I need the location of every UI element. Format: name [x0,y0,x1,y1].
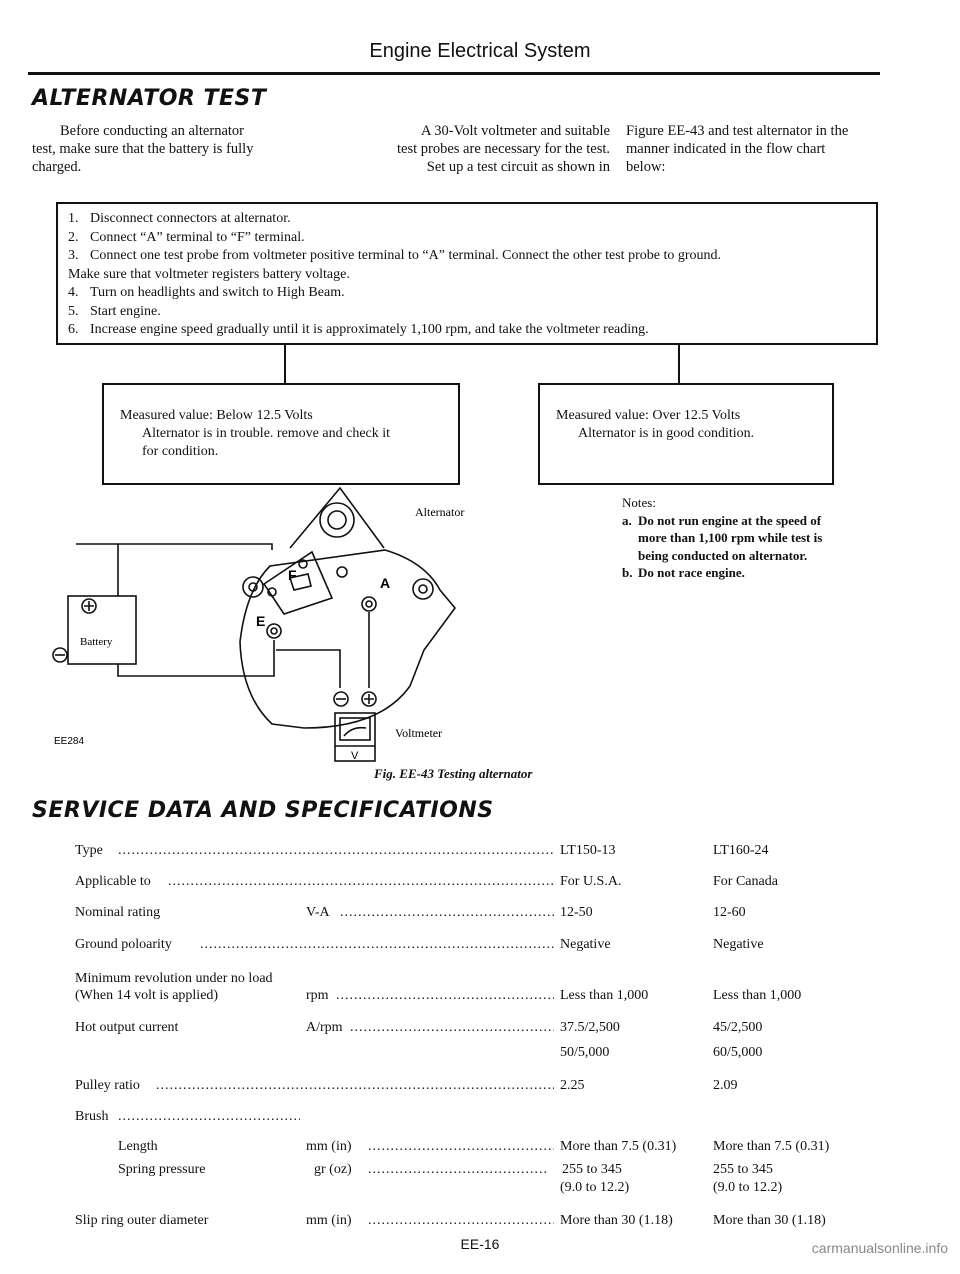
intro-column-2 [328,122,610,176]
spec-sublabel: Length [118,1139,158,1154]
spec-value-lt160: (9.0 to 12.2) [713,1180,783,1195]
spec-unit: A/rpm [306,1020,343,1035]
wire-ground-to-voltmeter [276,650,340,688]
alternator-left-ear [243,577,263,597]
spec-value-lt160: Negative [713,937,764,952]
header-rule [28,72,880,75]
battery-label: Battery [80,636,113,648]
result-below-box [102,383,460,485]
figure-caption: Fig. EE-43 Testing alternator [374,766,533,781]
result-below-line: Alternator is in trouble. remove and check it [142,426,391,441]
spec-value-lt160: For Canada [713,874,778,889]
service-data-heading: SERVICE DATA AND SPECIFICATIONS [32,798,494,823]
spec-unit: gr (oz) [314,1162,352,1177]
alternator-right-ear [413,579,433,599]
voltmeter-needle [344,728,366,736]
notes [622,494,892,582]
spec-leader [350,1019,554,1036]
e-terminal-outer [267,624,281,638]
spec-unit: rpm [306,988,329,1003]
spec-value-lt150: Less than 1,000 [560,988,649,1003]
test-step: 6. Increase engine speed gradually until it is approximately 1,100 rpm, and take the voltmeter reading. [68,322,649,337]
battery [68,596,136,664]
battery-positive-plus [84,601,94,611]
result-below-line: for condition. [142,444,219,459]
result-below-line: Measured value: Below 12.5 Volts [120,408,313,423]
spec-value-lt160: Less than 1,000 [713,988,802,1003]
spec-value-lt150: More than 7.5 (0.31) [560,1139,677,1154]
spec-value-lt150: More than 30 (1.18) [560,1213,673,1228]
voltmeter-unit-label: V [351,750,359,762]
alternator-label: Alternator [415,505,465,519]
spec-label: Applicable to [75,874,151,889]
alternator-mount-hole-outer [320,503,354,537]
spec-leader [368,1138,554,1155]
spec-value-lt160: More than 7.5 (0.31) [713,1139,830,1154]
intro-text: Before conducting an alternator [60,123,244,139]
spec-value-lt150: LT150-13 [560,843,616,858]
result-over-line: Measured value: Over 12.5 Volts [556,408,741,423]
wire-battery-ground [118,640,274,676]
intro-text: Set up a test circuit as shown in [426,159,610,175]
spec-label: Hot output current [75,1020,179,1035]
spec-leader [168,873,554,890]
test-step: 1. Disconnect connectors at alternator. [68,211,291,226]
note-item: a. Do not run engine at the speed of more than 1,100 rpm while test is being conducted on alternator. [622,512,823,563]
page-header-title: Engine Electrical System [369,40,591,62]
connector-pin-right [337,567,347,577]
spec-label: Nominal rating [75,905,161,920]
intro-column-1 [32,122,322,176]
test-step: 3. Connect one test probe from voltmeter positive terminal to “A” terminal. Connect the other test probe to ground. [68,248,721,263]
alternator-connector-block [264,552,332,614]
spec-label: Slip ring outer diameter [75,1213,209,1228]
a-terminal-outer [362,597,376,611]
spec-unit: V-A [306,905,330,920]
spec-label: Brush [75,1109,109,1124]
spec-leader [336,987,554,1004]
spec-leader [368,1212,554,1229]
spec-leader [118,1108,300,1125]
spec-sublabel: Spring pressure [118,1162,206,1177]
notes-title: Notes: [622,495,656,510]
spec-leader [368,1161,548,1178]
alternator-right-ear-hole [419,585,427,593]
alternator-mount-tab [290,488,384,548]
flow-connector-right [678,345,680,383]
result-over-line: Alternator is in good condition. [578,426,755,441]
spec-unit: mm (in) [306,1213,352,1228]
terminal-a-label: A [380,575,391,591]
intro-text: A 30-Volt voltmeter and suitable [420,123,610,139]
page-number: EE-16 [460,1236,500,1252]
result-over-box [538,383,834,485]
spec-value-lt150: 37.5/2,500 [560,1020,620,1035]
spec-value-lt150: 50/5,000 [560,1045,610,1060]
alternator-test-heading: ALTERNATOR TEST [32,86,267,111]
spec-value-lt150: 2.25 [560,1078,585,1093]
voltmeter-label: Voltmeter [395,726,443,740]
intro-text: Figure EE-43 and test alternator in the [626,123,849,139]
intro-text: test probes are necessary for the test. [397,141,610,157]
test-step: Make sure that voltmeter registers battery voltage. [68,266,350,282]
spec-value-lt160: 45/2,500 [713,1020,763,1035]
spec-label: Type [75,843,103,858]
spec-label: Minimum revolution under no load [75,971,273,986]
terminal-f-label: F [288,567,297,583]
intro-text: charged. [32,159,82,175]
test-steps-box [56,202,878,345]
voltmeter-positive-plus [364,694,374,704]
spec-unit: mm (in) [306,1139,352,1154]
spec-value-lt160: 2.09 [713,1078,738,1093]
note-item: b. Do not race engine. [622,565,745,580]
terminal-e-label: E [256,613,266,629]
intro-column-3 [626,122,896,176]
wire-battery-positive [102,544,272,550]
a-terminal-inner [366,601,372,607]
test-step: 4. Turn on headlights and switch to High Beam. [68,285,345,300]
spec-label: Pulley ratio [75,1078,140,1093]
spec-label: (When 14 volt is applied) [75,988,219,1003]
watermark: carmanualsonline.info [811,1240,948,1256]
spec-value-lt150: For U.S.A. [560,874,622,889]
test-step: 5. Start engine. [68,303,161,319]
intro-text: test, make sure that the battery is fully [32,141,254,157]
spec-value-lt150: 255 to 345 [562,1162,622,1177]
alternator-circuit-diagram [40,480,560,780]
spec-value-lt160: 255 to 345 [713,1162,773,1177]
alternator-mount-hole-inner [328,511,346,529]
e-terminal-inner [271,628,277,634]
figure-code: EE284 [54,736,85,747]
intro-text: below: [626,159,666,175]
spec-value-lt160: LT160-24 [713,843,769,858]
spec-value-lt160: More than 30 (1.18) [713,1213,826,1228]
spec-value-lt160: 60/5,000 [713,1045,763,1060]
test-step: 2. Connect “A” terminal to “F” terminal. [68,229,305,245]
spec-leader [118,842,554,859]
intro-text: manner indicated in the flow chart [626,141,826,157]
spec-label: Ground poloarity [75,937,172,952]
spec-leader [156,1077,554,1094]
spec-value-lt150: 12-50 [560,905,593,920]
spec-value-lt160: 12-60 [713,905,746,920]
spec-leader [200,936,554,953]
flow-connector-left [284,345,286,383]
spec-value-lt150: Negative [560,937,611,952]
spec-leader [340,904,554,921]
spec-value-lt150: (9.0 to 12.2) [560,1180,630,1195]
